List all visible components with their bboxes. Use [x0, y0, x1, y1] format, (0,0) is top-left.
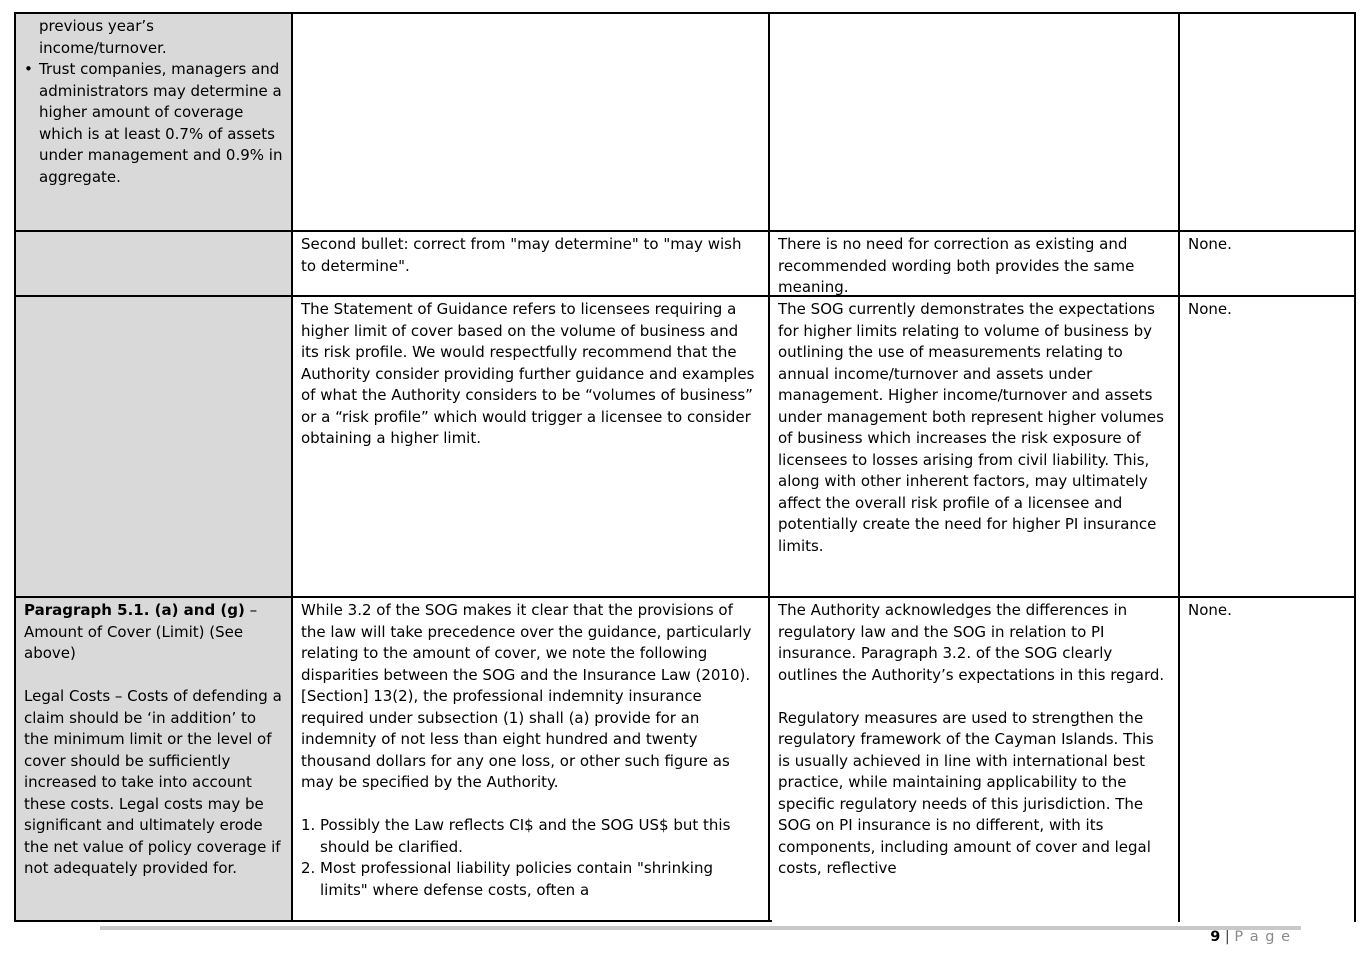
topic-bullet-text: Trust companies, managers and administrators may determine a higher amount of coverage which is at least 0.7% of assets under management and 0.9% in aggregate. — [39, 60, 283, 186]
table-cell-amendment-row4 — [1180, 598, 1354, 922]
page-label: P a g e — [1234, 929, 1291, 945]
topic-bullet-item — [24, 59, 283, 188]
topic-heading: Paragraph 5.1. (a) and (g) — [24, 601, 245, 619]
table-cell-response-row1 — [770, 14, 1180, 232]
footer-divider-bar — [100, 926, 1301, 930]
response-paragraph-1: The Authority acknowledges the differences in regulatory law and the SOG in relation to PI insurance. Paragraph 3.2. of the SOG clearly outlines the Authority’s expectations in this regard. — [778, 601, 1165, 684]
amendment-text: None. — [1188, 300, 1232, 318]
page-footer — [1210, 929, 1291, 945]
topic-continuation-text: previous year’s income/turnover. — [39, 17, 167, 57]
table-cut-border — [14, 920, 772, 922]
table-cell-topic-row1 — [16, 14, 293, 232]
table-cell-comment-row4 — [293, 598, 770, 922]
paragraph-spacer — [778, 686, 1170, 708]
comment-paragraph: While 3.2 of the SOG makes it clear that the provisions of the law will take precedence over the guidance, particularly relating to the amount of cover, we note the following disparities between the SOG and the Insurance Law (2010). [Section] 13(2), the professional indemnity insurance required under subsection (1) shall (a) provide for an indemnity of not less than eight hundred and twenty thousand dollars for any one loss, or other such figure as may be specified by the Authority. — [301, 601, 752, 791]
feedback-table — [14, 12, 1356, 922]
topic-heading-suffix: – Amount of Cover (Limit) (See above) — [24, 601, 258, 662]
table-cell-topic-row4 — [16, 598, 293, 922]
comment-list-item-2 — [301, 858, 760, 901]
response-paragraph-2: Regulatory measures are used to strengthen the regulatory framework of the Cayman Islands. This is usually achieved in line with international best practice, while maintaining applicability to the specific regulatory needs of this jurisdiction. The SOG on PI insurance is no different, with its components, including amount of cover and legal costs, reflective — [778, 708, 1154, 877]
table-cell-comment-row3 — [293, 297, 770, 598]
topic-heading-line — [24, 600, 283, 665]
table-cell-response-row3 — [770, 297, 1180, 598]
comment-text: The Statement of Guidance refers to licensees requiring a higher limit of cover based on the volume of business and its risk profile. We would respectfully recommend that the Authority consider providing further guidance and examples of what the Authority considers to be “volumes of business” or a “risk profile” which would trigger a licensee to consider obtaining a higher limit. — [301, 300, 755, 447]
list-number: 2. — [301, 859, 316, 877]
comment-text: Second bullet: correct from "may determine" to "may wish to determine". — [301, 235, 742, 275]
table-cell-comment-row2 — [293, 232, 770, 297]
list-item-text: Possibly the Law reflects CI$ and the SOG US$ but this should be clarified. — [320, 816, 731, 856]
table-cell-amendment-row1 — [1180, 14, 1354, 232]
page-number: 9 — [1210, 929, 1221, 945]
list-number: 1. — [301, 816, 316, 834]
table-cell-comment-row1 — [293, 14, 770, 232]
table-cell-topic-row2 — [16, 232, 293, 297]
table-cell-amendment-row2 — [1180, 232, 1354, 297]
table-cell-amendment-row3 — [1180, 297, 1354, 598]
response-text: The SOG currently demonstrates the expectations for higher limits relating to volume of business by outlining the use of measurements relating to annual income/turnover and assets under management. Higher income/turnover and assets under management both represent higher volumes of business which increases the risk exposure of licensees to losses arising from civil liability. This, along with other inherent factors, may ultimately affect the overall risk profile of a licensee and potentially create the need for higher PI insurance limits. — [778, 300, 1164, 555]
comment-list-item-1 — [301, 815, 760, 858]
amendment-text: None. — [1188, 235, 1232, 253]
table-cell-response-row4 — [770, 598, 1180, 922]
amendment-text: None. — [1188, 601, 1232, 619]
list-item-text: Most professional liability policies contain "shrinking limits" where defense costs, often a — [320, 859, 713, 899]
footer-separator: | — [1220, 929, 1235, 945]
table-cell-response-row2 — [770, 232, 1180, 297]
response-text: There is no need for correction as existing and recommended wording both provides the same meaning. — [778, 235, 1135, 296]
table-cell-topic-row3 — [16, 297, 293, 598]
topic-paragraph: Legal Costs – Costs of defending a claim should be ‘in addition’ to the minimum limit or the level of cover should be sufficiently increased to take into account these costs. Legal costs may be significant and ultimately erode the net value of policy coverage if not adequately provided for. — [24, 687, 282, 877]
paragraph-spacer — [301, 794, 760, 816]
bullet-icon: • — [24, 60, 33, 78]
paragraph-spacer — [24, 665, 283, 687]
